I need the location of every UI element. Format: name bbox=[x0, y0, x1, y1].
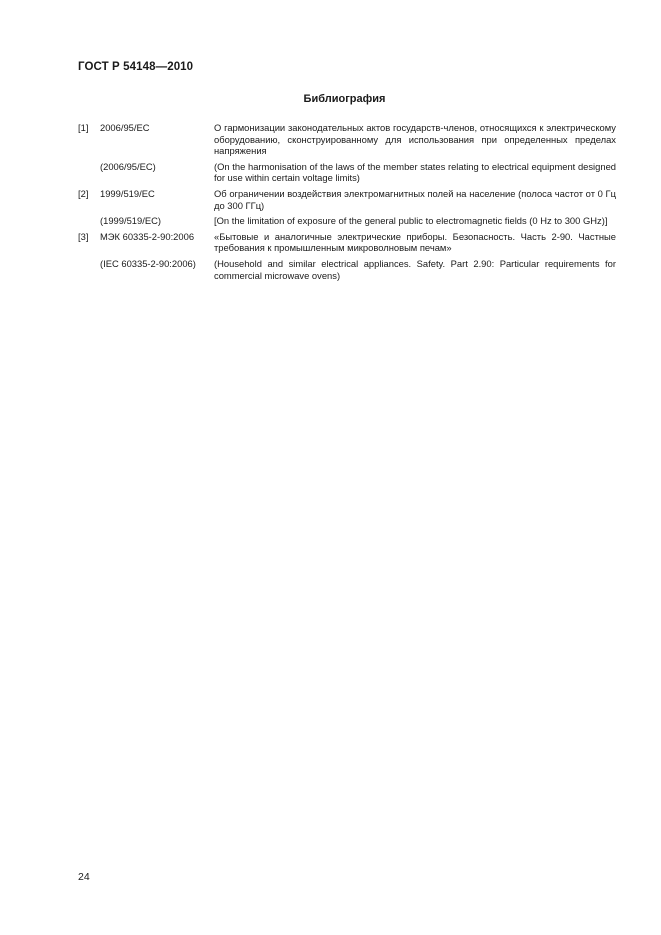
entry-english-row bbox=[78, 258, 616, 281]
entry-code-english: (2006/95/EC) bbox=[100, 160, 156, 172]
entry-title-english: (On the harmonisation of the laws of the member states relating to electrical equipment designed for use within certain voltage limits) bbox=[214, 160, 616, 184]
entry-number: [2] bbox=[78, 187, 89, 199]
entry-russian-row bbox=[78, 231, 616, 254]
entry-english-row bbox=[78, 215, 616, 227]
entry-number: [1] bbox=[78, 122, 89, 133]
bibliography-entry bbox=[78, 188, 616, 227]
bibliography-entry bbox=[78, 122, 616, 184]
entry-number: [3] bbox=[78, 230, 89, 242]
entry-title-english: [On the limitation of exposure of the general public to electromagnetic fields (0 Hz to 300 GHz)] bbox=[214, 215, 608, 227]
entry-russian-row bbox=[78, 188, 616, 211]
entry-english-row bbox=[78, 161, 616, 184]
section-title: Библиография bbox=[303, 93, 386, 105]
document-id-header: ГОСТ Р 54148—2010 bbox=[78, 61, 194, 73]
entry-code: 1999/519/ЕС bbox=[100, 187, 155, 199]
bibliography-list bbox=[78, 122, 616, 285]
entry-title-english: (Household and similar electrical appliances. Safety. Part 2.90: Particular requirements for commercial microwave ovens) bbox=[214, 257, 616, 281]
entry-code: МЭК 60335-2-90:2006 bbox=[100, 230, 195, 242]
page-number: 24 bbox=[78, 871, 90, 883]
entry-code: 2006/95/ЕС bbox=[100, 122, 150, 133]
entry-code-english: (1999/519/EC) bbox=[100, 215, 161, 227]
entry-title: Об ограничении воздействия электромагнитных полей на население (полоса частот от 0 Гц до 300 ГГц) bbox=[214, 187, 616, 211]
entry-title: О гармонизации законодательных актов государств-членов, относящихся к электрическому оборудованию, сконструированному для использования при определенных пределах напряжения bbox=[214, 122, 616, 157]
bibliography-entry bbox=[78, 231, 616, 281]
entry-code-english: (IEC 60335-2-90:2006) bbox=[100, 257, 196, 269]
entry-russian-row bbox=[78, 122, 616, 157]
entry-title: «Бытовые и аналогичные электрические приборы. Безопасность. Часть 2-90. Частные требования к промышленным микроволновым печам» bbox=[214, 230, 616, 254]
